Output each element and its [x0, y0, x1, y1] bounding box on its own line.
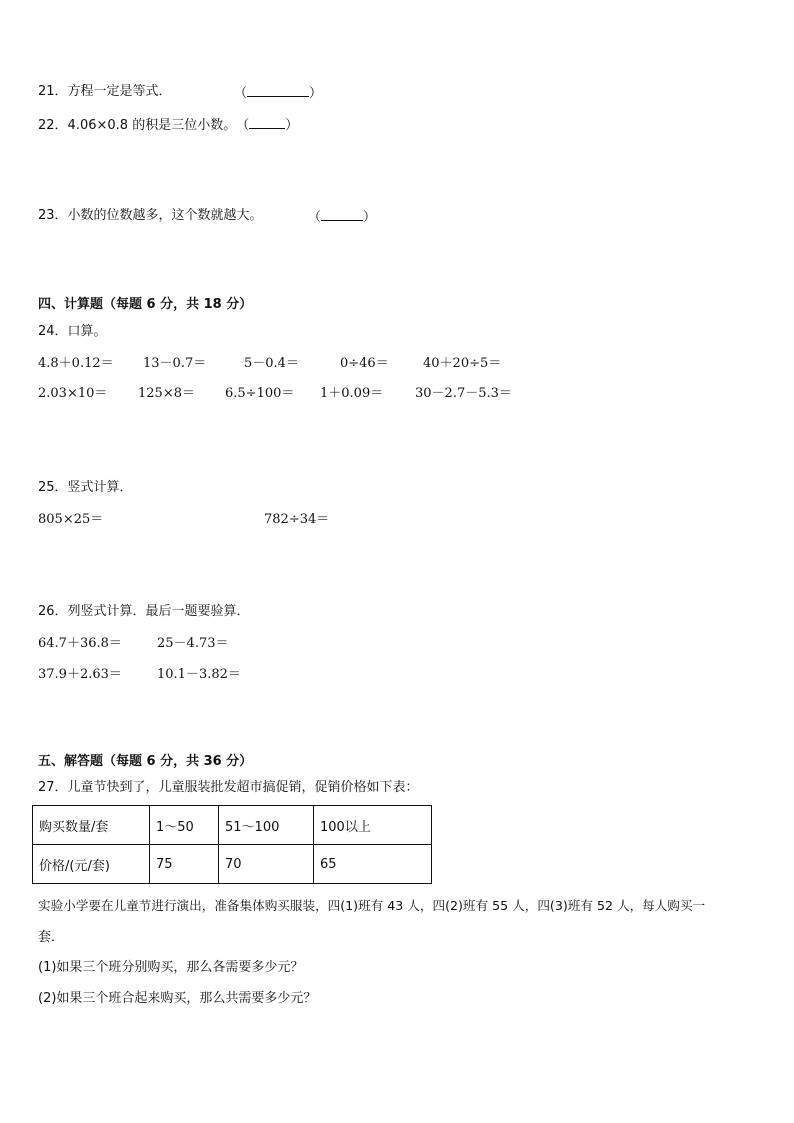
section-heading-word-problems: 五、解答题（每题 6 分，共 36 分）: [38, 754, 253, 769]
table-cell: 100以上: [314, 806, 432, 845]
oral-calc-item: 2.03×10＝: [38, 386, 108, 401]
question-24-label: 24．口算。: [38, 324, 107, 339]
oral-calc-item: 0÷46＝: [340, 356, 389, 371]
oral-calc-item: 30－2.7－5.3＝: [415, 386, 512, 401]
price-table: [32, 805, 432, 884]
question-27-sub-2: (2)如果三个班合起来购买，那么共需要多少元？: [38, 991, 317, 1006]
question-number: 22．: [38, 118, 68, 133]
table-row: [33, 845, 432, 884]
oral-calc-item: 1＋0.09＝: [320, 386, 384, 401]
section-heading-calculation: 四、计算题（每题 6 分，共 18 分）: [38, 297, 253, 312]
oral-calc-item: 6.5÷100＝: [225, 386, 295, 401]
question-text: 方程一定是等式．: [67, 84, 172, 99]
table-cell: 70: [219, 845, 314, 884]
table-cell: 1～50: [150, 806, 219, 845]
oral-calc-item: 40＋20÷5＝: [423, 356, 502, 371]
oral-calc-item: 4.8＋0.12＝: [38, 356, 114, 371]
vertical-calc-item: 805×25＝: [38, 512, 104, 527]
oral-calc-item: 5－0.4＝: [244, 356, 299, 371]
vertical-calc-item: 37.9＋2.63＝: [38, 667, 122, 682]
question-25-label: 25．竖式计算．: [38, 480, 133, 495]
question-27-intro: 27．儿童节快到了，儿童服装批发超市搞促销，促销价格如下表：: [38, 780, 419, 795]
table-row: [33, 806, 432, 845]
question-number: 21．: [38, 84, 68, 99]
answer-bracket: （ ）: [308, 207, 376, 227]
question-26-label: 26．列竖式计算．最后一题要验算．: [38, 604, 250, 619]
question-number: 23．: [38, 208, 68, 223]
question-22: 22．4.06×0.8 的积是三位小数。（ ）: [38, 115, 298, 135]
oral-calc-item: 125×8＝: [138, 386, 195, 401]
answer-bracket: （ ）: [234, 83, 322, 103]
table-cell: 75: [150, 845, 219, 884]
answer-blank[interactable]: [249, 115, 285, 129]
table-cell: 购买数量/套: [33, 806, 150, 845]
question-text: 小数的位数越多，这个数就越大。: [67, 208, 263, 223]
vertical-calc-item: 782÷34＝: [264, 512, 330, 527]
answer-blank[interactable]: [247, 83, 309, 97]
table-cell: 51～100: [219, 806, 314, 845]
question-27-paragraph-cont: 套．: [38, 930, 65, 945]
oral-calc-item: 13－0.7＝: [143, 356, 207, 371]
question-21: [38, 83, 323, 101]
vertical-calc-item: 64.7＋36.8＝: [38, 636, 122, 651]
table-cell: 价格/(元/套): [33, 845, 150, 884]
question-23: [38, 207, 377, 225]
table-cell: 65: [314, 845, 432, 884]
answer-blank[interactable]: [321, 207, 363, 221]
question-27-sub-1: (1)如果三个班分别购买，那么各需要多少元？: [38, 960, 304, 975]
vertical-calc-item: 25－4.73＝: [157, 636, 229, 651]
vertical-calc-item: 10.1－3.82＝: [157, 667, 241, 682]
question-27-paragraph: 实验小学要在儿童节进行演出，准备集体购买服装，四(1)班有 43 人，四(2)班有 55 人，四(3)班有 52 人，每人购买一: [38, 898, 706, 913]
question-text: 4.06×0.8 的积是三位小数。: [67, 118, 237, 133]
